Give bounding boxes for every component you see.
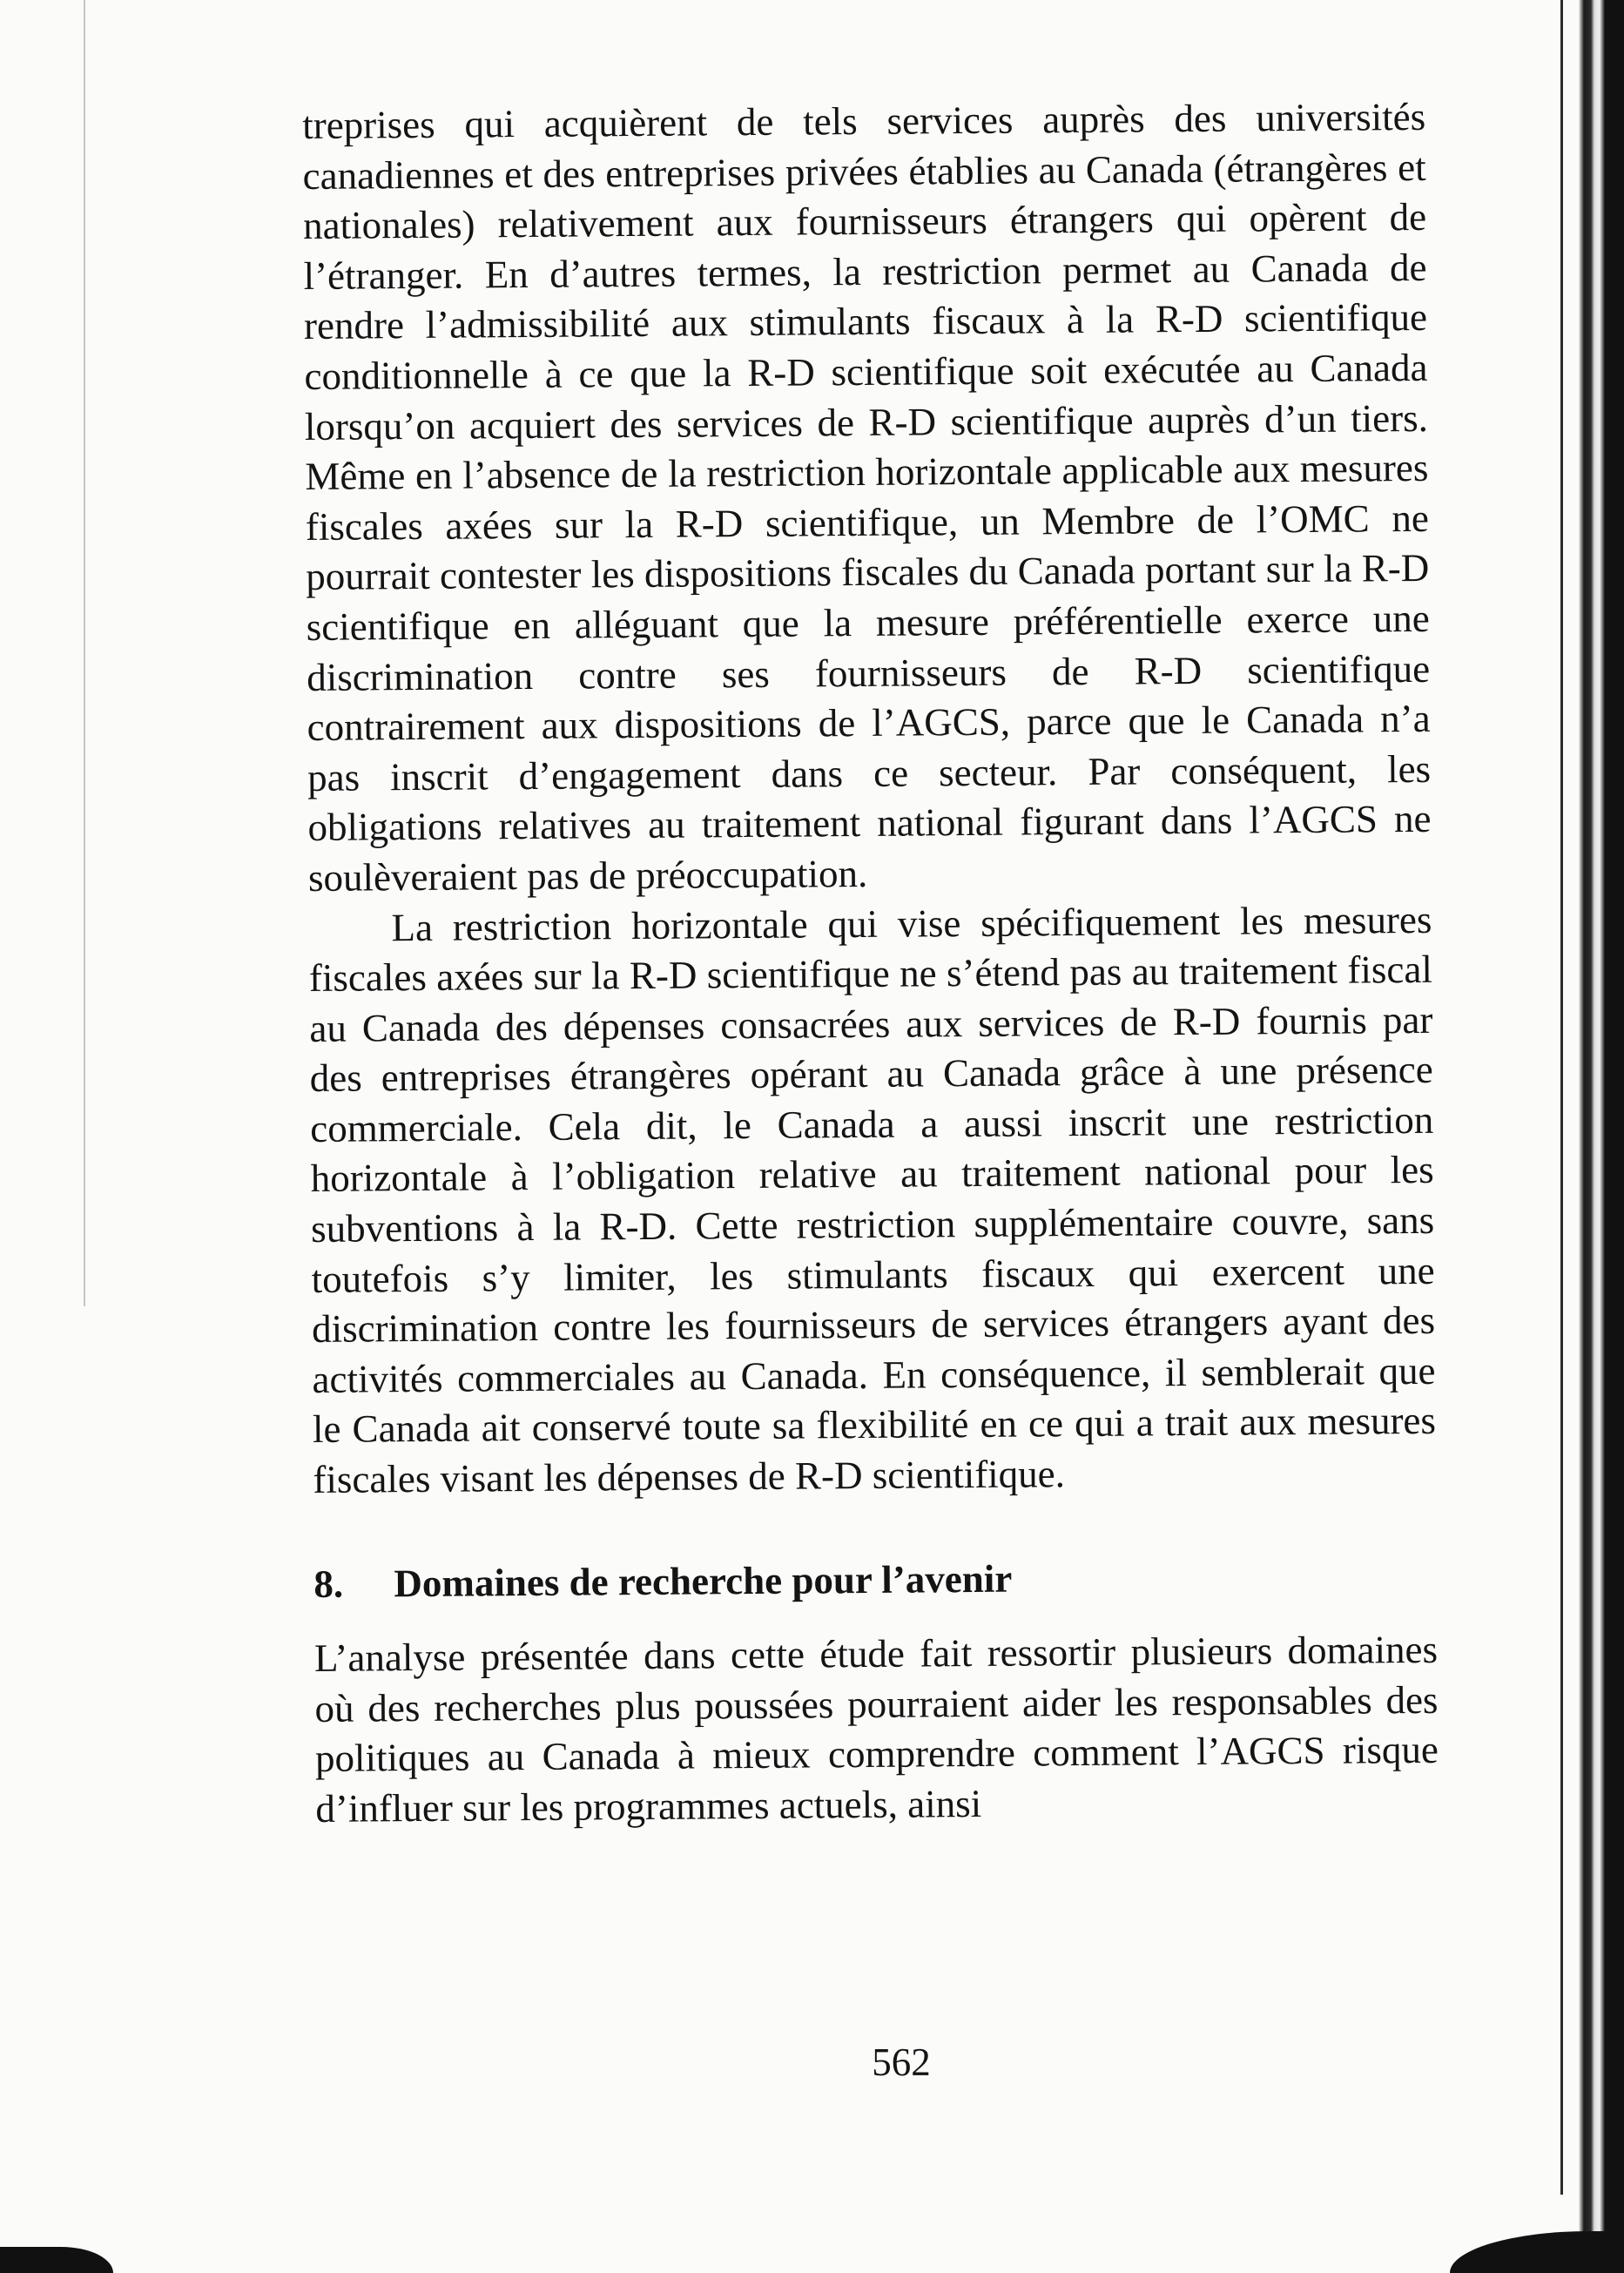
page-number: 562 [872,2040,931,2084]
section-number: 8. [313,1561,344,1606]
paragraph-3: L’analyse présentée dans cette étude fait ressortir plusieurs domaines où des recherches plus poussées pourraient aider les responsables des politiques au Canada à mieux comprendre comment l’AGCS risque d’influer sur les programmes actuels, ainsi [313,1628,1439,1831]
book-spine-edge [1579,0,1624,2273]
section-heading [313,1550,1437,1609]
paragraph-1: treprises qui acquièrent de tels services auprès des universités canadiennes et des entreprises privées établies au Canada (étrangères et nationales) relativement aux fournisseurs étrangers qui opèrent de l’étranger. En d’autres termes, la restriction permet au Canada de rendre l’admissibilité aux stimulants fiscaux à la R-D scientifique conditionnelle à ce que la R-D scientifique soit exécutée au Canada lorsqu’on acquiert des services de R-D scientifique auprès d’un tiers. Même en l’absence de la restriction horizontale applicable aux mesures fiscales axées sur la R-D scientifique, un Membre de l’OMC ne pourrait contester les dispositions fiscales du Canada portant sur la R-D scientifique en alléguant que la mesure préférentielle exerce une discrimination contre ses fournisseurs de R-D scientifique contrairement aux dispositions de l’AGCS, parce que le Canada n’a pas inscrit d’engagement dans ce secteur. Par conséquent, les obligations relatives au traitement national figurant dans l’AGCS ne soulèveraient pas de préoccupation. [302,94,1432,900]
scan-corner-bottom-left [0,2247,113,2273]
section-title: Domaines de recherche pour l’avenir [394,1556,1013,1605]
body-text [302,92,1439,1835]
paragraph-2: La restriction horizontale qui vise spécifiquement les mesures fiscales axées sur la R-D scientifique ne s’étend pas au traitement fiscal au Canada des dépenses consacrées aux services de R-D fournis par des entreprises étrangères opérant au Canada grâce à une présence commerciale. Cela dit, le Canada a aussi inscrit une restriction horizontale à l’obligation relative au traitement national pour les subventions à la R-D. Cette restriction supplémentaire couvre, sans toutefois s’y limiter, les stimulants fiscaux qui exercent une discrimination contre les fournisseurs de services étrangers ayant des activités commerciales au Canada. En conséquence, il semblerait que le Canada ait conservé toute sa flexibilité en ce qui a trait aux mesures fiscales visant les dépenses de R-D scientifique. [308,897,1437,1501]
scan-left-edge [84,0,85,1306]
scan-corner-bottom-right [1450,2231,1624,2273]
scan-right-line [1560,0,1563,2195]
